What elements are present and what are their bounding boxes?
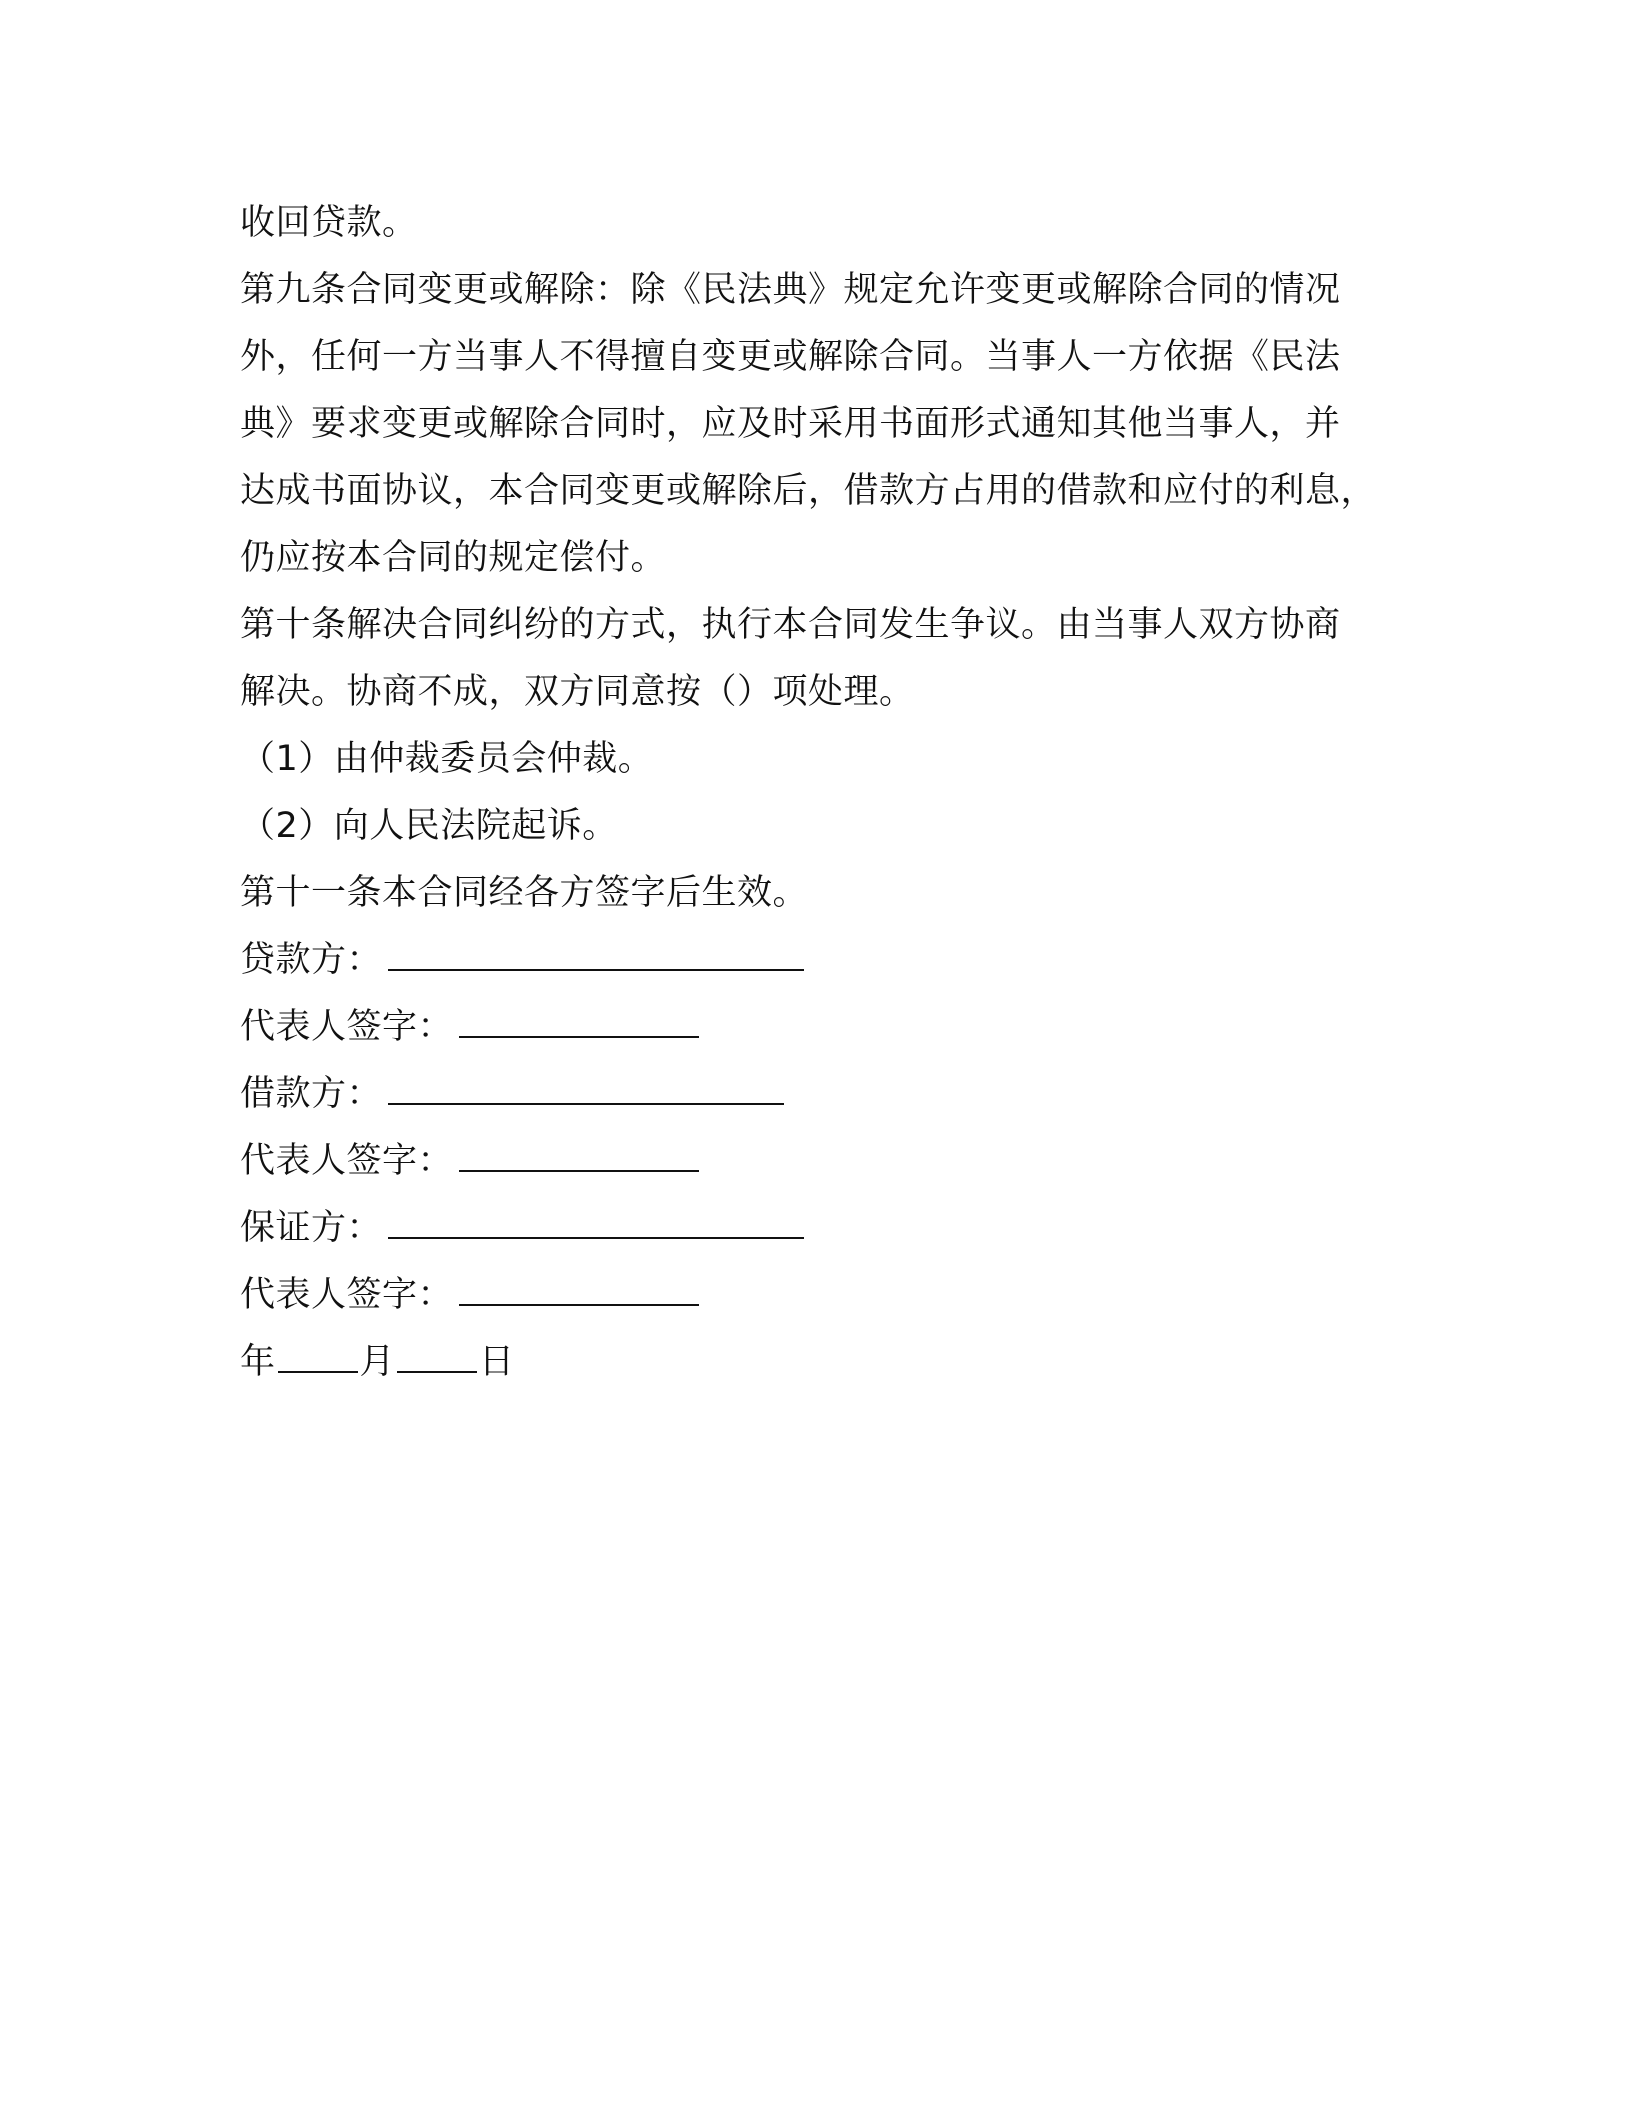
article-9 (240, 257, 1390, 592)
guarantor-rep-blank[interactable] (459, 1270, 699, 1306)
day-blank[interactable] (397, 1337, 477, 1373)
borrower-blank[interactable] (388, 1069, 784, 1105)
article-9-line-1: 第九条合同变更或解除：除《民法典》规定允许变更或解除合同的情况 (240, 270, 1341, 310)
date-row (240, 1329, 1390, 1396)
day-label: 日 (479, 1342, 515, 1382)
year-label: 年 (240, 1342, 276, 1382)
month-label: 月 (359, 1342, 396, 1382)
article-10 (240, 592, 1390, 860)
lender-rep-label: 代表人签字： (240, 1007, 454, 1047)
guarantor-blank[interactable] (388, 1203, 804, 1239)
document-body (240, 190, 1390, 1396)
article-10-option-2: （2）向人民法院起诉。 (240, 806, 618, 846)
article-9-line-4: 达成书面协议，本合同变更或解除后，借款方占用的借款和应付的利息， (240, 471, 1377, 511)
lender-label: 贷款方： (240, 940, 383, 980)
guarantor-signature-row (240, 1195, 1390, 1262)
borrower-rep-label: 代表人签字： (240, 1141, 454, 1181)
guarantor-label: 保证方： (240, 1208, 383, 1248)
article-10-line-1: 第十条解决合同纠纷的方式，执行本合同发生争议。由当事人双方协商 (240, 605, 1341, 645)
article-10-line-2: 解决。协商不成，双方同意按（）项处理。 (240, 672, 915, 712)
borrower-rep-signature-row (240, 1128, 1390, 1195)
guarantor-rep-label: 代表人签字： (240, 1275, 454, 1315)
article-9-line-5: 仍应按本合同的规定偿付。 (240, 538, 667, 578)
month-blank[interactable] (278, 1337, 358, 1373)
lender-blank[interactable] (388, 935, 804, 971)
borrower-rep-blank[interactable] (459, 1136, 699, 1172)
guarantor-rep-signature-row (240, 1262, 1390, 1329)
article-9-line-3: 典》要求变更或解除合同时，应及时采用书面形式通知其他当事人，并 (240, 404, 1341, 444)
lender-rep-blank[interactable] (459, 1002, 699, 1038)
borrower-signature-row (240, 1061, 1390, 1128)
continuation-line: 收回贷款。 (240, 203, 418, 243)
article-11: 第十一条本合同经各方签字后生效。 (240, 873, 809, 913)
lender-rep-signature-row (240, 994, 1390, 1061)
lender-signature-row (240, 927, 1390, 994)
borrower-label: 借款方： (240, 1074, 383, 1114)
article-9-line-2: 外，任何一方当事人不得擅自变更或解除合同。当事人一方依据《民法 (240, 337, 1341, 377)
article-10-option-1: （1）由仲裁委员会仲裁。 (240, 739, 654, 779)
